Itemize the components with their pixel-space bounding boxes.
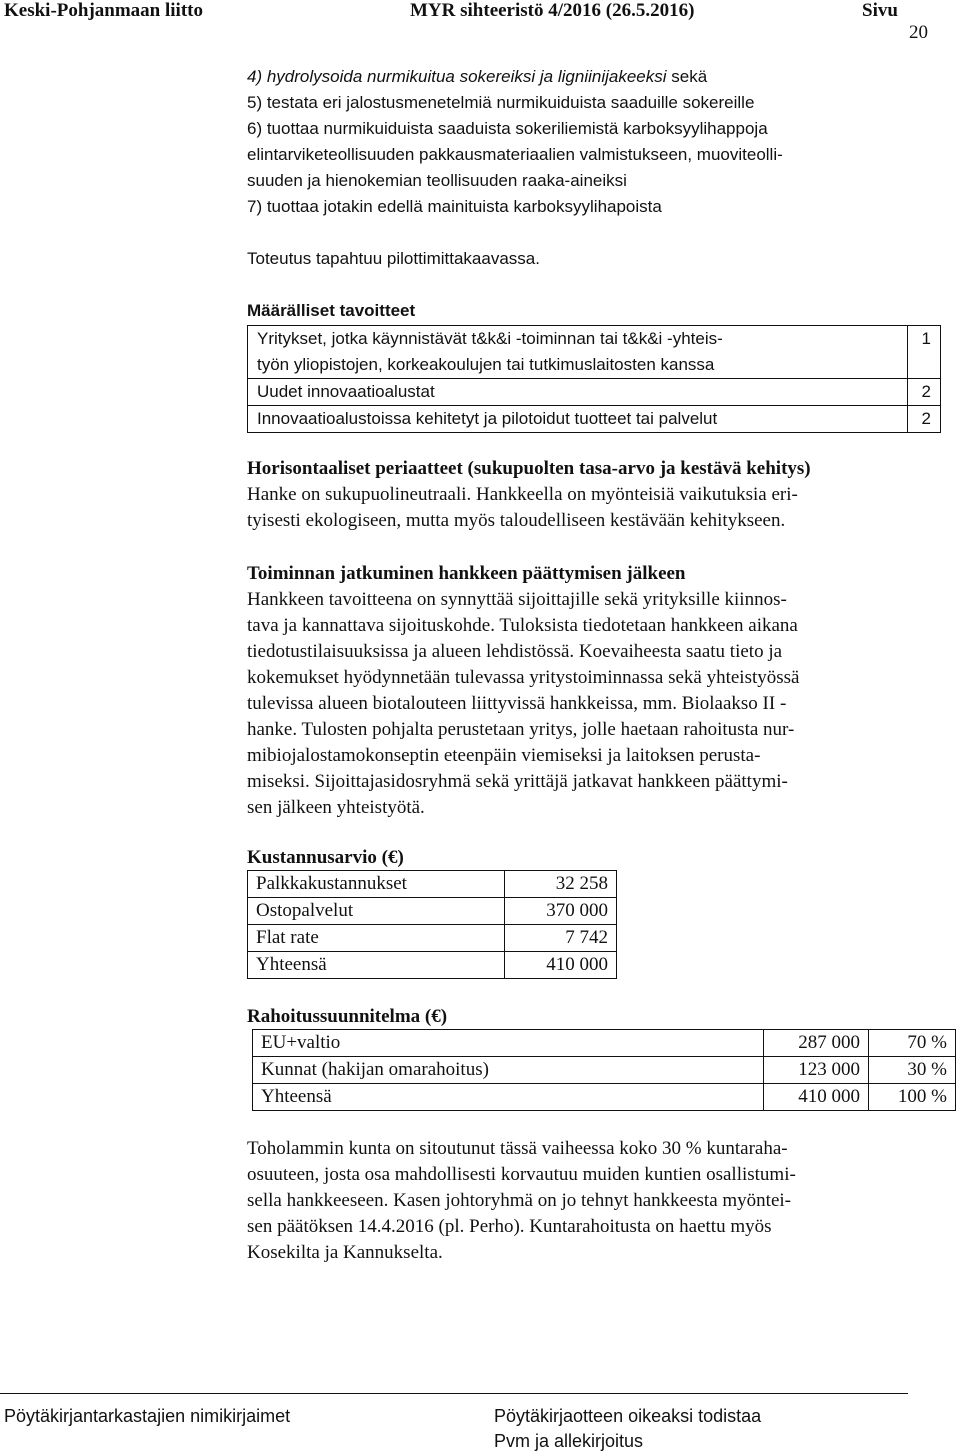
cost-value: 370 000 xyxy=(505,898,617,925)
paragraph-line: tulevissa alueen biotalouteen liittyvissä hankkeissa, mm. Biolaakso II - xyxy=(247,693,787,714)
footer-right-1: Pöytäkirjaotteen oikeaksi todistaa xyxy=(494,1406,762,1426)
table-row xyxy=(253,1057,956,1084)
implementation-text: Toteutus tapahtuu pilottimittakaavassa. xyxy=(247,249,540,268)
goal-value: 1 xyxy=(908,326,941,379)
list-line: 7) tuottaa jotakin edellä mainituista karboksyylihapoista xyxy=(247,197,662,216)
paragraph-line: Hankkeen tavoitteena on synnyttää sijoittajille sekä yrityksille kiinnos- xyxy=(247,589,787,610)
header-page-label: Sivu xyxy=(862,0,898,21)
fin-value: 287 000 xyxy=(764,1030,869,1057)
table-row xyxy=(248,952,617,979)
list-line: 5) testata eri jalostusmenetelmiä nurmikuiduista saaduille sokereille xyxy=(247,93,755,112)
footer-divider xyxy=(0,1393,908,1394)
fin-percent: 70 % xyxy=(869,1030,956,1057)
cost-label: Palkkakustannukset xyxy=(248,871,505,898)
paragraph-line: kokemukset hyödynnetään tulevassa yritystoiminnassa sekä yhteistyössä xyxy=(247,667,800,688)
cost-label: Flat rate xyxy=(248,925,505,952)
paragraph-line: Hanke on sukupuolineutraali. Hankkeella on myönteisiä vaikutuksia eri- xyxy=(247,484,798,505)
goal-label: Uudet innovaatioalustat xyxy=(248,379,908,406)
fin-label: Kunnat (hakijan omarahoitus) xyxy=(253,1057,764,1084)
table-row xyxy=(253,1030,956,1057)
goal-label: Innovaatioalustoissa kehitetyt ja pilotoidut tuotteet tai palvelut xyxy=(248,406,908,433)
fin-label: EU+valtio xyxy=(253,1030,764,1057)
paragraph-line: osuuteen, josta osa mahdollisesti korvautuu muiden kuntien osallistumi- xyxy=(247,1164,796,1185)
paragraph-line: tava ja kannattava sijoituskohde. Tuloksista tiedotetaan hankkeen aikana xyxy=(247,615,798,636)
goal-value: 2 xyxy=(908,379,941,406)
paragraph-line: Kosekilta ja Kannukselta. xyxy=(247,1242,443,1263)
table-row xyxy=(248,326,941,379)
fin-value: 410 000 xyxy=(764,1084,869,1111)
table-row xyxy=(248,925,617,952)
page-number: 20 xyxy=(909,22,928,43)
goals-heading: Määrälliset tavoitteet xyxy=(247,301,416,320)
cost-label: Ostopalvelut xyxy=(248,898,505,925)
paragraph-line: Toholammin kunta on sitoutunut tässä vaiheessa koko 30 % kuntaraha- xyxy=(247,1138,788,1159)
list-line: elintarviketeollisuuden pakkausmateriaalien valmistukseen, muoviteolli- xyxy=(247,145,783,164)
paragraph-line: sella hankkeeseen. Kasen johtoryhmä on jo tehnyt hankkeesta myöntei- xyxy=(247,1190,791,1211)
list-line: suuden ja hienokemian teollisuuden raaka-aineiksi xyxy=(247,171,627,190)
fin-percent: 100 % xyxy=(869,1084,956,1111)
cost-value: 410 000 xyxy=(505,952,617,979)
cost-table xyxy=(247,870,617,979)
fin-percent: 30 % xyxy=(869,1057,956,1084)
horizontal-heading: Horisontaaliset periaatteet (sukupuolten tasa-arvo ja kestävä kehitys) xyxy=(247,458,811,479)
table-row xyxy=(253,1084,956,1111)
paragraph-line: mibiojalostamokonseptin eteenpäin viemiseksi ja laitoksen perusta- xyxy=(247,745,761,766)
table-row xyxy=(248,379,941,406)
paragraph-line: miseksi. Sijoittajasidosryhmä sekä yrittäjä jatkavat hankkeen päättymi- xyxy=(247,771,788,792)
goals-table xyxy=(247,325,941,433)
cost-heading: Kustannusarvio (€) xyxy=(247,847,404,868)
paragraph-line: hanke. Tulosten pohjalta perustetaan yritys, jolle haetaan rahoitusta nur- xyxy=(247,719,795,740)
list-line xyxy=(247,64,707,90)
paragraph-line: sen jälkeen yhteistyötä. xyxy=(247,797,425,818)
financing-table xyxy=(252,1029,956,1111)
table-row xyxy=(248,871,617,898)
list-line-italic: 4) hydrolysoida nurmikuitua sokereiksi ja ligniinijakeeksi xyxy=(247,67,667,86)
paragraph-line: tiedotustilaisuuksissa ja alueen lehdistössä. Koevaiheesta saatu tieto ja xyxy=(247,641,783,662)
table-row xyxy=(248,898,617,925)
table-row xyxy=(248,406,941,433)
fin-label: Yhteensä xyxy=(253,1084,764,1111)
footer-left: Pöytäkirjantarkastajien nimikirjaimet xyxy=(4,1406,291,1426)
goal-label: Yritykset, jotka käynnistävät t&k&i -toiminnan tai t&k&i -yhteis- työn yliopistojen, korkeakoulujen tai tutkimuslaitosten kanssa xyxy=(248,326,908,379)
list-line: 6) tuottaa nurmikuiduista saaduista sokeriliemistä karboksyylihappoja xyxy=(247,119,768,138)
cost-label: Yhteensä xyxy=(248,952,505,979)
header-meeting: MYR sihteeristö 4/2016 (26.5.2016) xyxy=(410,0,695,21)
cost-value: 7 742 xyxy=(505,925,617,952)
list-line-rest: sekä xyxy=(666,67,708,86)
paragraph-line: tyisesti ekologiseen, mutta myös taloudelliseen kestävään kehitykseen. xyxy=(247,510,786,531)
fin-value: 123 000 xyxy=(764,1057,869,1084)
footer-right-2: Pvm ja allekirjoitus xyxy=(494,1431,644,1451)
continuation-heading: Toiminnan jatkuminen hankkeen päättymisen jälkeen xyxy=(247,563,686,584)
financing-heading: Rahoitussuunnitelma (€) xyxy=(247,1006,448,1027)
paragraph-line: sen päätöksen 14.4.2016 (pl. Perho). Kuntarahoitusta on haettu myös xyxy=(247,1216,772,1237)
header-org: Keski-Pohjanmaan liitto xyxy=(4,0,203,21)
goal-value: 2 xyxy=(908,406,941,433)
cost-value: 32 258 xyxy=(505,871,617,898)
